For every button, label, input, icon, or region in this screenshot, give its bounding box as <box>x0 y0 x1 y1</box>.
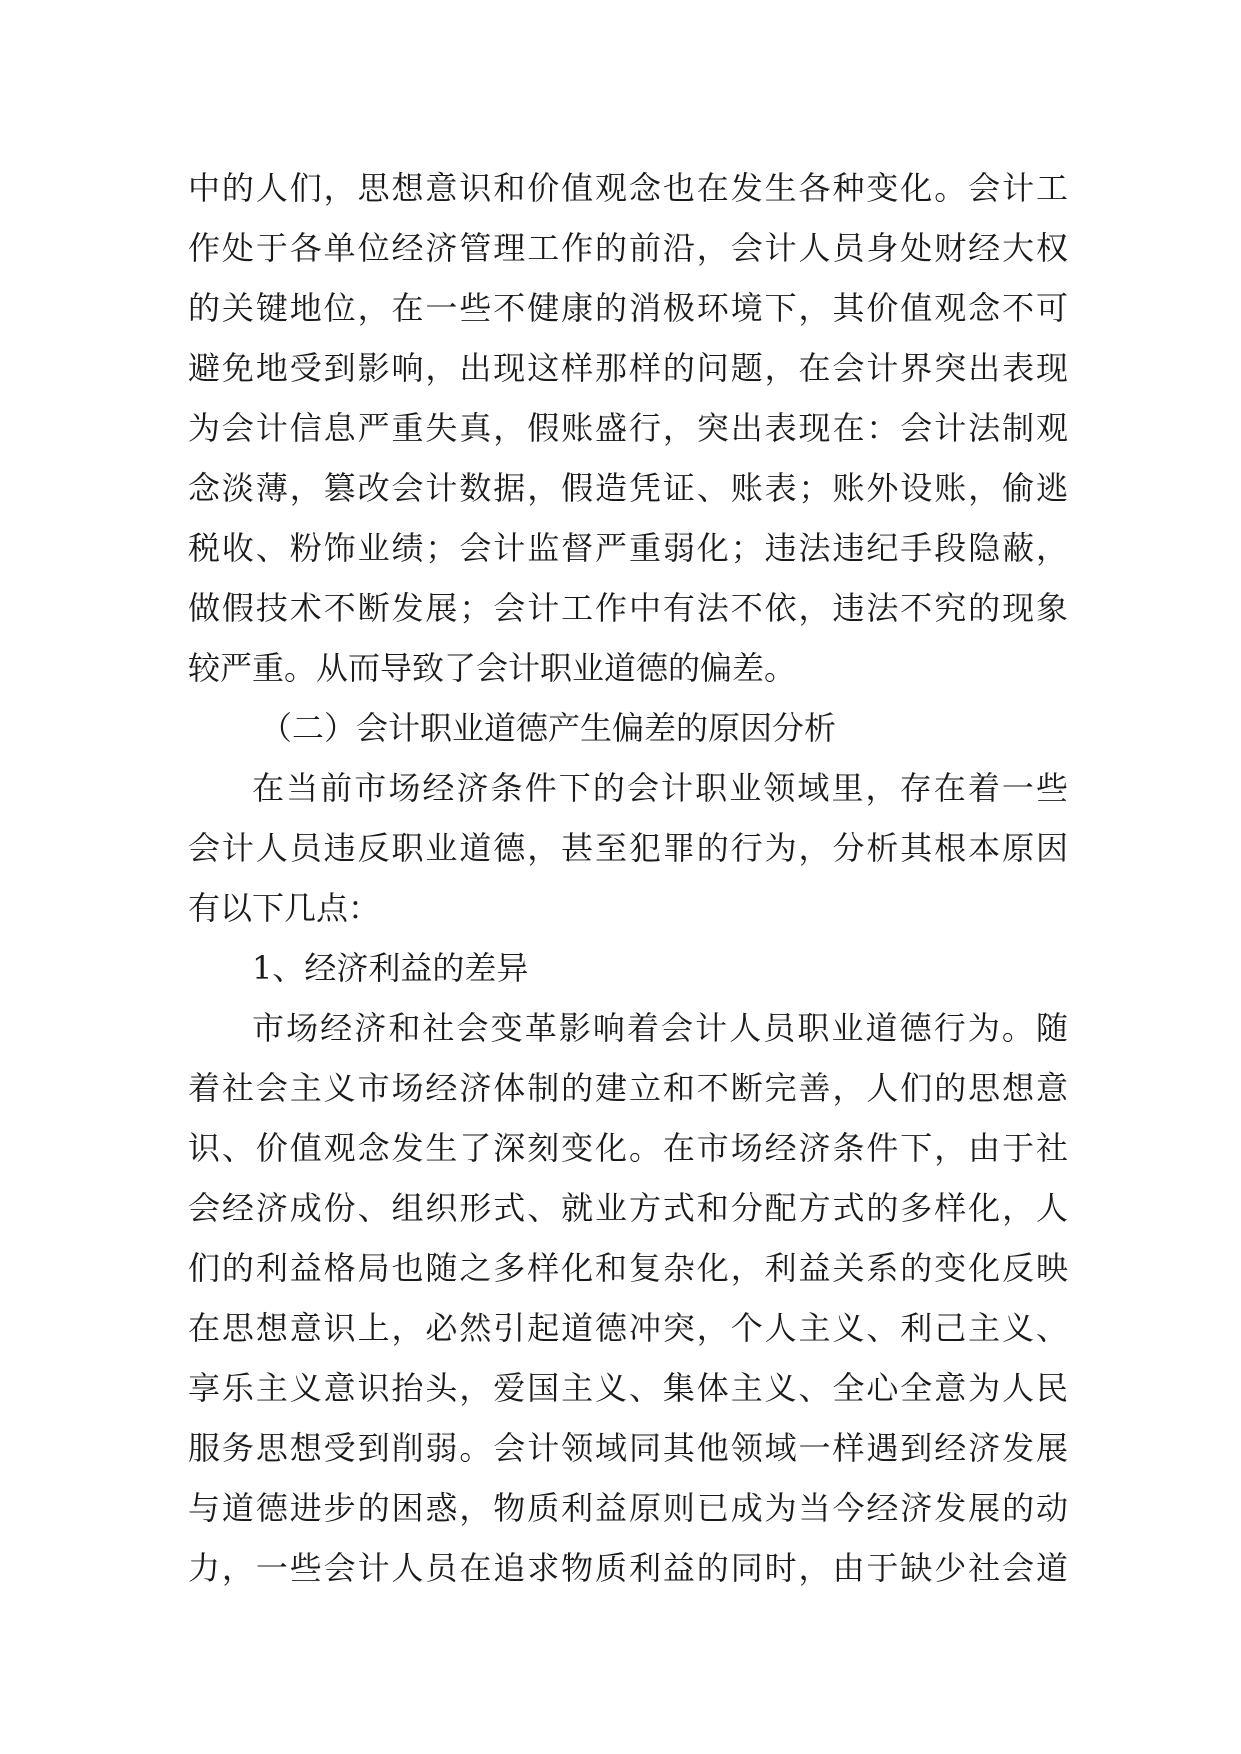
paragraph-line: 服务思想受到削弱。会计领域同其他领域一样遇到经济发展 <box>188 1429 1068 1467</box>
paragraph-line: 识、价值观念发生了深刻变化。在市场经济条件下，由于社 <box>188 1129 1068 1167</box>
paragraph-line: 中的人们，思想意识和价值观念也在发生各种变化。会计工 <box>188 169 1068 207</box>
paragraph-line: 在思想意识上，必然引起道德冲突，个人主义、利己主义、 <box>188 1309 1068 1347</box>
paragraph-line: 为会计信息严重失真，假账盛行，突出表现在：会计法制观 <box>188 409 1068 447</box>
paragraph-line: 作处于各单位经济管理工作的前沿，会计人员身处财经大权 <box>188 229 1068 267</box>
paragraph-line: 会经济成份、组织形式、就业方式和分配方式的多样化，人 <box>188 1189 1068 1227</box>
section-heading: （二）会计职业道德产生偏差的原因分析 <box>260 709 837 747</box>
paragraph-line: 念淡薄，篡改会计数据，假造凭证、账表；账外设账，偷逃 <box>188 469 1068 507</box>
paragraph-line: 有以下几点： <box>188 889 381 927</box>
body-text <box>188 158 1068 1598</box>
paragraph-line: 们的利益格局也随之多样化和复杂化，利益关系的变化反映 <box>188 1249 1068 1287</box>
paragraph-line: 避免地受到影响，出现这样那样的问题，在会计界突出表现 <box>188 349 1068 387</box>
paragraph-line: 会计人员违反职业道德，甚至犯罪的行为，分析其根本原因 <box>188 829 1068 867</box>
subsection-heading: 1、经济利益的差异 <box>252 949 529 987</box>
paragraph-line: 的关键地位，在一些不健康的消极环境下，其价值观念不可 <box>188 289 1068 327</box>
paragraph-line: 在当前市场经济条件下的会计职业领域里，存在着一些 <box>252 769 1068 807</box>
paragraph-line: 税收、粉饰业绩；会计监督严重弱化；违法违纪手段隐蔽， <box>188 529 1068 567</box>
paragraph-line: 与道德进步的困惑，物质利益原则已成为当今经济发展的动 <box>188 1489 1068 1527</box>
paragraph-line: 较严重。从而导致了会计职业道德的偏差。 <box>188 649 797 687</box>
paragraph-line: 着社会主义市场经济体制的建立和不断完善，人们的思想意 <box>188 1069 1068 1107</box>
paragraph-line: 做假技术不断发展；会计工作中有法不依，违法不究的现象 <box>188 589 1068 627</box>
paragraph-line: 享乐主义意识抬头，爱国主义、集体主义、全心全意为人民 <box>188 1369 1068 1407</box>
paragraph-line: 市场经济和社会变革影响着会计人员职业道德行为。随 <box>252 1009 1068 1047</box>
paragraph-line: 力，一些会计人员在追求物质利益的同时，由于缺少社会道 <box>188 1549 1068 1587</box>
